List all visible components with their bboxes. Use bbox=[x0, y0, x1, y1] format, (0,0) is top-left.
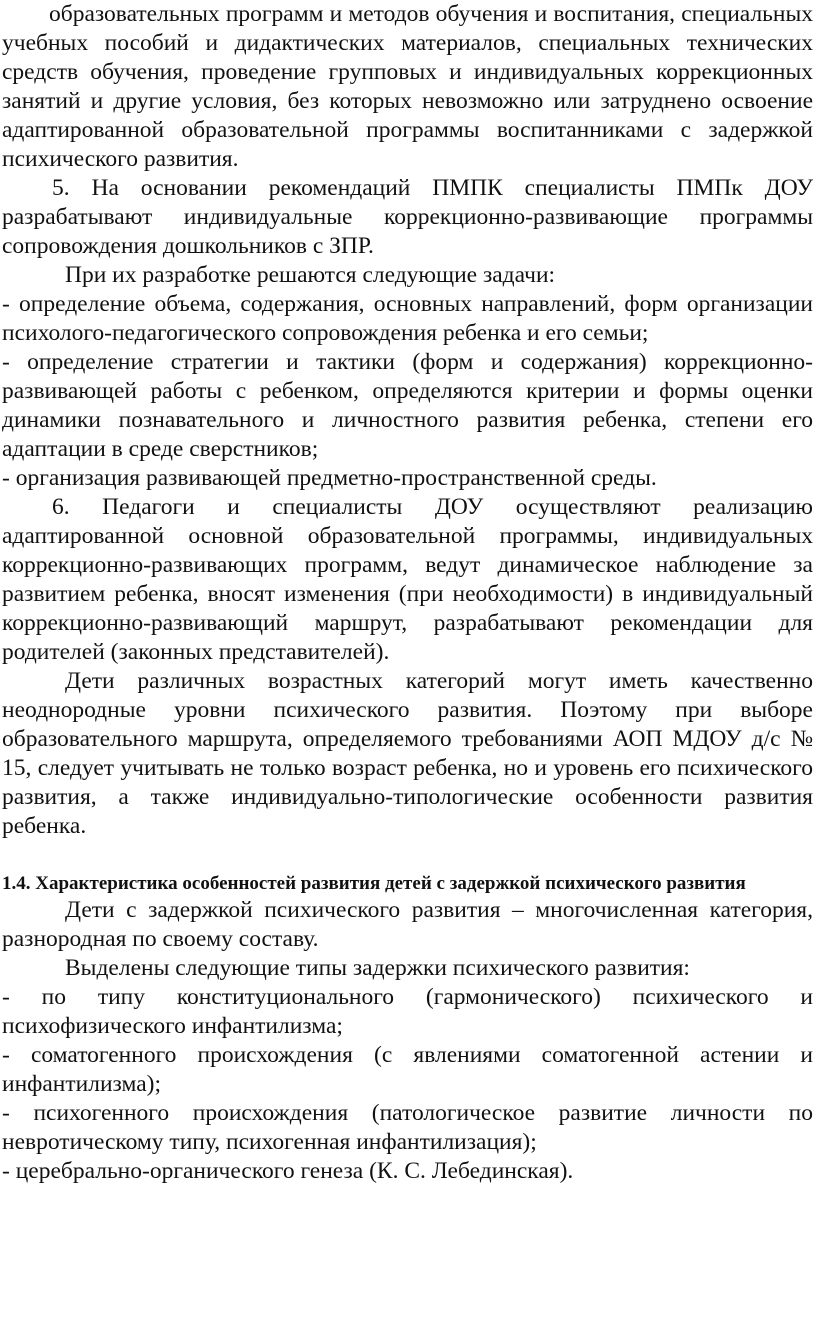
section-heading: 1.4. Характеристика особенностей развития детей с задержкой психического развития bbox=[2, 873, 746, 894]
list-item-cerebral-organic: - церебрально-органического генеза (К. С. Лебединская). bbox=[2, 1158, 574, 1184]
list-item-psychogenic: - психогенного происхождения (патологическое развитие личности по невротическому типу, психогенная инфантилизация); bbox=[2, 1100, 813, 1155]
paragraph-tasks-intro: При их разработке решаются следующие задачи: bbox=[65, 262, 556, 288]
list-item-strategy: - определение стратегии и тактики (форм и содержания) коррекционно-развивающей работы с ребенком, определяются критерии и формы оценки динамики познавательного и личностного развития ребенка, степени его адаптации в среде сверстников; bbox=[2, 349, 813, 462]
list-item-environment: - организация развивающей предметно-пространственной среды. bbox=[2, 465, 657, 491]
list-item-somatogenic: - соматогенного происхождения (с явлениями соматогенной астении и инфантилизма); bbox=[2, 1042, 813, 1097]
paragraph-zpr-intro: Дети с задержкой психического развития – многочисленная категория, разнородная по своему составу. bbox=[2, 897, 813, 952]
paragraph-item-6: 6. Педагоги и специалисты ДОУ осуществляют реализацию адаптированной основной образовательной программы, индивидуальных коррекционно-развивающих программ, ведут динамическое наблюдение за развитием ребенка, вносят изменения (при необходимости) в индивидуальный коррекционно-развивающий маршрут, разрабатывают рекомендации для родителей (законных представителей). bbox=[2, 494, 813, 665]
paragraph-age-categories: Дети различных возрастных категорий могут иметь качественно неоднородные уровни психического развития. Поэтому при выборе образовательного маршрута, определяемого требованиями АОП МДОУ д/с № 15, следует учитывать не только возраст ребенка, но и уровень его психического развития, а также индивидуально-типологические особенности развития ребенка. bbox=[2, 668, 813, 839]
list-item-constitutional: - по типу конституционального (гармонического) психического и психофизического инфантилизма; bbox=[2, 984, 813, 1039]
list-item-volume: - определение объема, содержания, основных направлений, форм организации психолого-педагогического сопровождения ребенка и его семьи; bbox=[2, 291, 813, 346]
paragraph-continuation: образовательных программ и методов обучения и воспитания, специальных учебных пособий и дидактических материалов, специальных технических средств обучения, проведение групповых и индивидуальных коррекционных занятий и другие условия, без которых невозможно или затруднено освоение адаптированной образовательной программы воспитанниками с задержкой психического развития. bbox=[2, 1, 813, 172]
paragraph-item-5: 5. На основании рекомендаций ПМПК специалисты ПМПк ДОУ разрабатывают индивидуальные коррекционно-развивающие программы сопровождения дошкольников с ЗПР. bbox=[2, 175, 813, 259]
paragraph-types-intro: Выделены следующие типы задержки психического развития: bbox=[65, 955, 690, 981]
